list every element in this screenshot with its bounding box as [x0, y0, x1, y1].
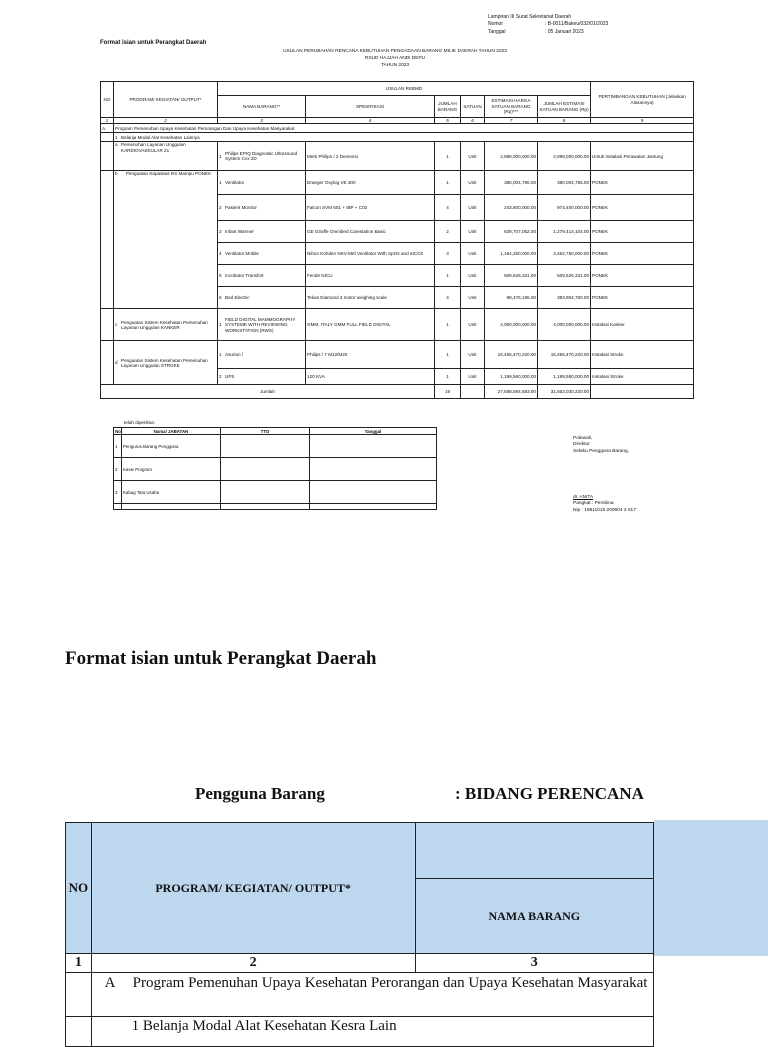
zoom-num-2: 2 [91, 954, 415, 973]
item-pertimbangan: PONEK [591, 243, 694, 265]
item-satuan: Unit [461, 171, 485, 195]
item-nama: Asurion / [225, 352, 244, 358]
group-letter: d [115, 360, 118, 366]
verif-nama: Kabag Tata Usaha [122, 481, 221, 504]
item-no: 3 [219, 229, 222, 235]
item-total: 393,904,780.00 [538, 287, 591, 309]
item-pertimbangan: Instalasi Stroke [591, 369, 694, 385]
colnum: 4 [306, 118, 435, 124]
total-label: Jumlah [101, 385, 435, 399]
verif-col-no: No [115, 428, 121, 434]
table-row [114, 435, 437, 458]
item-total: 380,004,785.00 [538, 171, 591, 195]
col-pertimbangan-header: PERTIMBANGAN KEBUTUHAN (Jelaskan Alasannya) [591, 82, 694, 118]
pengguna-label: Pengguna Barang [195, 784, 325, 803]
program-letter: A. [101, 124, 114, 133]
total-jumlah: 19 [435, 385, 461, 399]
program-title: Program Pemenuhan Upaya Kesehatan Perorangan Dan Upaya Kesehatan Masyarakat [114, 124, 694, 133]
item-no: 2 [219, 205, 222, 211]
zoom-num-3: 3 [415, 954, 653, 973]
pengguna-value: : BIDANG PERENCANA [455, 784, 644, 803]
verification-caption: telah diperiksa: [124, 420, 155, 425]
item-jumlah: 3 [435, 243, 461, 265]
item-total: 974,400,000.00 [538, 195, 591, 221]
item-satuan: Unit [461, 243, 485, 265]
zoom-program-title: Program Pemenuhan Upaya Kesehatan Perorangan dan Upaya Kesehatan Masyarakat [132, 975, 648, 991]
item-jumlah: 1 [435, 309, 461, 341]
col-program-header: PROGRAM/ KEGIATAN/ OUTPUT* [114, 82, 218, 118]
item-pertimbangan: Untuk Instalasi Perawatan Jantung [591, 142, 694, 171]
signature-place: Polewali, [573, 436, 593, 441]
item-spesifikasi: Draeger Oxylog VE 300 [306, 171, 435, 195]
signer-block [573, 495, 636, 514]
item-harga: 380,004,785.00 [485, 171, 538, 195]
item-jumlah: 2 [435, 221, 461, 243]
item-pertimbangan: PONEK [591, 171, 694, 195]
item-harga: 1,199,560,000.00 [485, 369, 538, 385]
item-satuan: Unit [461, 221, 485, 243]
zoomed-table-area [0, 770, 654, 1034]
item-jumlah: 1 [435, 142, 461, 171]
kegiatan-title: Belanja Modal Alat Kesehatan Lainnya [121, 134, 200, 140]
group-output: Pemenuhan Layanan Unggulan KARDIOVASKULAR 21 [121, 142, 186, 153]
item-pertimbangan: PONEK [591, 265, 694, 287]
verif-no: 1 [114, 435, 122, 458]
verif-no: 2 [114, 458, 122, 481]
item-nama: UPS [225, 374, 235, 380]
title-line-1: USULAN PERUBAHAN RENCANA KEBUTUHAN PENGADAAN BARANG MILIK DAERAH TAHUN 2023 [283, 49, 507, 54]
blue-header-panel [654, 820, 768, 956]
item-satuan: Unit [461, 142, 485, 171]
item-spesifikasi: Fende NICU [306, 265, 435, 287]
item-nama: FIELD DIGITAL MAMMOGRAPHY SYSTEME WITH REVIEWING WORKSTATION (RWS) [225, 316, 296, 333]
verif-nama: Pengurus Barang Pengguna [122, 435, 221, 458]
table-row [101, 142, 694, 171]
rkbmd-table [100, 81, 694, 399]
item-no: 1 [219, 153, 222, 159]
item-total: 1,279,414,104.00 [538, 221, 591, 243]
col-estimasi-harga-header: ESTIMASI HARGA SATUAN BARANG (Rp)*** [485, 96, 538, 118]
item-spesifikasi: 120 KVA [306, 369, 435, 385]
item-harga: 2,898,000,000.00 [485, 142, 538, 171]
item-no: 2 [219, 374, 222, 380]
item-spesifikasi: Nihon Kohden NKV-550 Ventilator With SpO2 and etCO2 [306, 243, 435, 265]
item-harga: 4,000,000,000.00 [485, 309, 538, 341]
item-nama: Bed Electric [225, 295, 250, 301]
signature-role: Direktur [573, 442, 590, 448]
nomor-label: Nomor [488, 21, 504, 28]
format-title: Format isian untuk Perangkat Daerah [100, 40, 207, 46]
item-jumlah: 1 [435, 341, 461, 369]
item-satuan: Unit [461, 287, 485, 309]
item-harga: 509,526,331.00 [485, 265, 538, 287]
item-harga: 243,600,000.00 [485, 195, 538, 221]
table-row [114, 458, 437, 481]
colnum: 5 [435, 118, 461, 124]
col-spesifikasi-header: SPESIFIKASI [306, 96, 435, 118]
zoomed-format-title: Format isian untuk Perangkat Daerah [65, 648, 377, 669]
verif-col-ttd: TTD [221, 428, 310, 435]
item-spesifikasi: GE Giraffe Omnibed Carestation Basic [306, 221, 435, 243]
zoom-col-program: PROGRAM/ KEGIATAN/ OUTPUT* [91, 823, 415, 954]
group-letter: a [115, 142, 118, 148]
item-pertimbangan: PONEK [591, 287, 694, 309]
lampiran-text: Lampiran III Surat Sekretariat Daerah [488, 14, 572, 20]
kegiatan-no: 1 [115, 134, 118, 140]
col-no-header: NO [101, 82, 114, 118]
item-no: 1 [219, 180, 222, 186]
item-total: 4,000,000,000.00 [538, 309, 591, 341]
item-pertimbangan: PONEK [591, 195, 694, 221]
document-title [200, 48, 590, 69]
col-jumlah-header: JUMLAH BARANG [435, 96, 461, 118]
title-line-2: RSUD HAJJAH ANDI DEPU [364, 56, 426, 61]
table-row [101, 171, 694, 195]
colnum: 6 [461, 118, 485, 124]
letter-reference [488, 14, 608, 36]
total-harga: 27,588,594,583.00 [485, 385, 538, 399]
title-line-3: TAHUN 2023 [380, 63, 410, 68]
tanggal-value: : 05 Januari 2023 [545, 28, 584, 35]
item-total: 3,462,750,000.00 [538, 243, 591, 265]
group-output: Penguatan Sistem Kesehatan Pemenuhan Layanan Unggulan STROKE [121, 357, 208, 368]
col-satuan-header: SATUAN [461, 96, 485, 118]
colnum: 1 [101, 118, 114, 124]
item-nama: Pasient Monitor [225, 205, 257, 211]
colnum: 7 [485, 118, 538, 124]
col-usulan-header: USULAN RKBMD [218, 82, 591, 96]
total-estimasi: 31,563,030,220.00 [538, 385, 591, 399]
item-no: 5 [219, 273, 222, 279]
item-satuan: Unit [461, 195, 485, 221]
item-total: 1,199,560,000.00 [538, 369, 591, 385]
item-jumlah: 1 [435, 369, 461, 385]
signer-name: dr. ANITA [573, 495, 594, 500]
signer-nip: Nip : 19811015 200604 2 017 [573, 507, 636, 513]
item-satuan: Unit [461, 265, 485, 287]
zoom-col-nama: NAMA BARANG [415, 879, 653, 954]
item-total: 16,465,470,220.00 [538, 341, 591, 369]
verif-col-tanggal: Tanggal [310, 428, 437, 435]
item-jumlah: 4 [435, 195, 461, 221]
item-spesifikasi: Philips / 7 M12/M20 [306, 341, 435, 369]
group-letter: c [115, 322, 118, 328]
item-satuan: Unit [461, 341, 485, 369]
zoomed-table [65, 822, 654, 1047]
item-harga: 1,154,250,000.00 [485, 243, 538, 265]
zoom-num-1: 1 [66, 954, 92, 973]
item-no: 6 [219, 295, 222, 301]
group-output: Penguatan Sistem Kesehatan Pemenuhan Layanan Unggulan KANKER [121, 319, 208, 330]
nomor-value: : B-0011/Bakeu/032/01/2023 [545, 21, 609, 28]
signature-role2: Selaku Pengguna Barang, [573, 448, 630, 454]
kegiatan-cell [114, 133, 694, 142]
item-total: 2,898,000,000.00 [538, 142, 591, 171]
zoom-program-letter: A [104, 975, 116, 991]
item-spesifikasi: Falcon SVM 601 + IBP + C02 [306, 195, 435, 221]
zoom-program-row [91, 973, 653, 1017]
verif-nama: Kasie Program [122, 458, 221, 481]
item-nama: Incobator Transfort [225, 273, 264, 279]
item-nama: Ventilator Mobile [225, 251, 259, 257]
item-pertimbangan: Instalasi Stroke [591, 341, 694, 369]
item-harga: 639,707,052.00 [485, 221, 538, 243]
verif-no: 3 [114, 481, 122, 504]
item-no: 1 [219, 322, 222, 328]
signer-pangkat: Pangkat : Pembina [573, 501, 614, 507]
table-row [101, 309, 694, 341]
total-row [101, 385, 694, 399]
program-row [101, 124, 694, 133]
group-output: Penguatan Kapasitas RS Mampu PONEK [125, 171, 212, 177]
zoom-col-usulan [415, 823, 653, 879]
tanggal-label: Tanggal [488, 28, 506, 35]
item-pertimbangan: PONEK [591, 221, 694, 243]
item-no: 1 [219, 352, 222, 358]
item-spesifikasi: GMM, ITALY GMM FULL FIELD DIGITAL [306, 309, 435, 341]
item-satuan: Unit [461, 369, 485, 385]
item-jumlah: 1 [435, 265, 461, 287]
colnum: 9 [591, 118, 694, 124]
table-row [101, 341, 694, 369]
table-row [114, 481, 437, 504]
item-harga: 98,476,195.00 [485, 287, 538, 309]
item-nama: Philips EPIQ Diagnostic Ultrasound System Cvx 2D [225, 151, 298, 162]
signature-block [573, 436, 629, 455]
kegiatan-row [101, 133, 694, 142]
group-letter: b [115, 171, 118, 177]
item-spesifikasi: Merk Philips / 2 Demensi [306, 142, 435, 171]
item-nama: Infant Warmer [225, 229, 254, 235]
col-nama-header: NAMA BARANG** [218, 96, 306, 118]
item-jumlah: 4 [435, 287, 461, 309]
colnum: 3 [218, 118, 306, 124]
item-no: 4 [219, 251, 222, 257]
item-satuan: Unit [461, 309, 485, 341]
colnum: 8 [538, 118, 591, 124]
verification-table [113, 427, 437, 510]
item-nama: Ventilator [225, 180, 245, 186]
item-jumlah: 1 [435, 171, 461, 195]
col-jumlah-estimasi-header: JUMLAH ESTIMASI SATUAN BARANG (Rp) [538, 96, 591, 118]
colnum: 2 [114, 118, 218, 124]
verif-col-nama: Nama/ JABATAN [122, 428, 221, 435]
zoom-col-no: NO [66, 823, 92, 954]
item-harga: 16,465,470,220.00 [485, 341, 538, 369]
zoom-partial-row: 1 Belanja Modal Alat Kesehatan Kesra Lain [91, 1017, 653, 1047]
item-pertimbangan: Instalasi Kanker [591, 309, 694, 341]
item-spesifikasi: Tekas Diamond 3 motor weighing scale [306, 287, 435, 309]
item-total: 509,526,331.00 [538, 265, 591, 287]
